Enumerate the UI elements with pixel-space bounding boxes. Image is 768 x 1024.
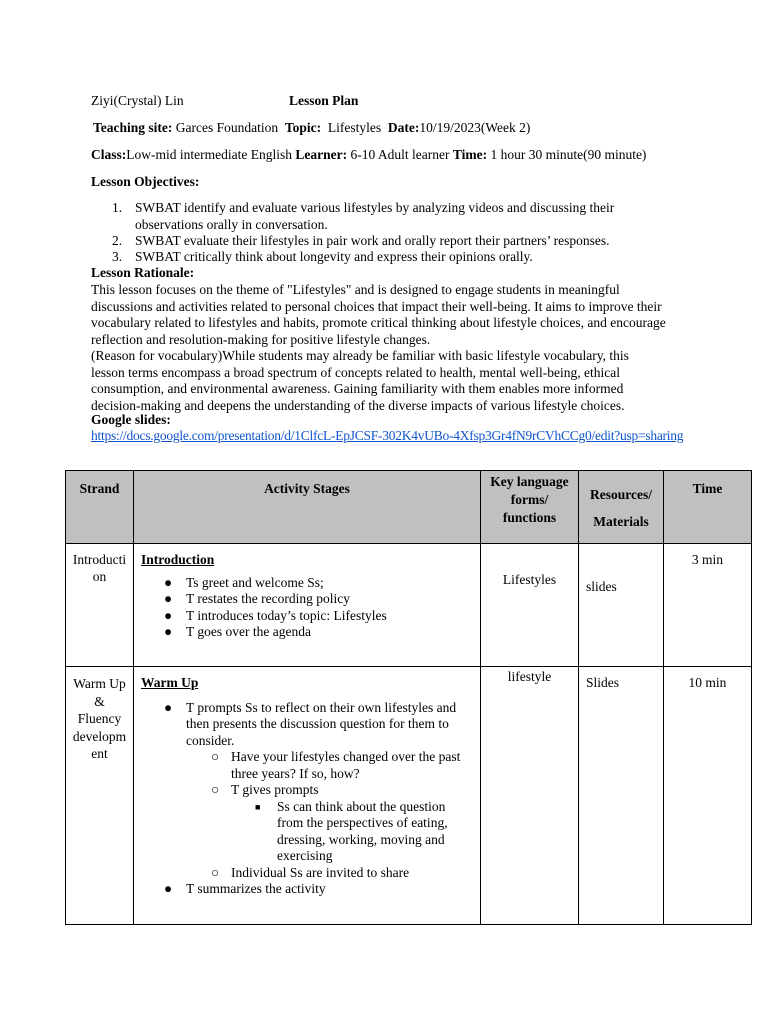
bullet-line: Ss can think about the question — [277, 798, 446, 814]
bullet-line: then presents the discussion question for them to — [186, 716, 449, 731]
header-key-line: forms/ — [510, 492, 549, 507]
objective-number: 2. — [112, 233, 123, 248]
slides-heading: Google slides: — [91, 412, 171, 427]
rationale-line: discussions and activities related to personal choices that impact their well-being. It aims to improve their — [91, 298, 662, 314]
time-cell — [664, 667, 752, 925]
rationale-line: decision-making and deepens the understanding of the diverse impacts of various lifestyle choices. — [91, 397, 625, 413]
lesson-table — [65, 470, 752, 925]
learner-value: 6-10 Adult learner — [350, 147, 450, 162]
doc-title: Lesson Plan — [289, 93, 359, 108]
learner-label: Learner: — [295, 147, 348, 162]
activity-cell — [134, 667, 481, 925]
time-value: 1 hour 30 minute(90 minute) — [490, 147, 647, 162]
bullet-text: T restates the recording policy — [186, 591, 350, 606]
list-item: ○ Individual Ss are invited to share — [231, 865, 480, 882]
strand-line: Introducti — [72, 552, 127, 567]
objective-item — [112, 249, 652, 266]
header-strand — [66, 471, 134, 544]
date-value: 10/19/2023(Week 2) — [419, 120, 531, 135]
header-res-line: Materials — [593, 514, 649, 529]
bullet-line: from the perspectives of eating, — [277, 815, 448, 830]
objective-text: SWBAT evaluate their lifestyles in pair work and orally report their partners’ responses. — [135, 233, 610, 248]
list-item: ● T goes over the agenda — [164, 624, 311, 639]
table-header-row — [66, 471, 752, 544]
rationale-line: (Reason for vocabulary)While students may already be familiar with basic lifestyle vocabulary, this — [91, 348, 629, 363]
bullet-line: T summarizes the activity — [186, 881, 326, 896]
list-item: ■ Ss can think about the question from the perspectives of eating, dressing, working, moving and exercising — [277, 799, 480, 865]
header-time — [664, 471, 752, 544]
table-row — [66, 667, 752, 925]
bullet-text: T goes over the agenda — [186, 624, 311, 639]
time-text: 10 min — [688, 675, 727, 690]
bullet-line: three years? If so, how? — [231, 765, 360, 781]
strand-cell — [66, 544, 134, 667]
objectives-heading: Lesson Objectives: — [91, 174, 200, 189]
bullet-line: exercising — [277, 848, 333, 863]
bullet-line: Individual Ss are invited to share — [231, 864, 410, 880]
rationale-line: lesson terms encompass a broad spectrum of concepts related to health, mental well-being, ethical — [91, 364, 620, 380]
activity-cell — [134, 544, 481, 667]
time-label: Time: — [452, 147, 488, 162]
header-strand-text: Strand — [79, 481, 120, 496]
objective-item — [112, 233, 652, 250]
rationale-line: vocabulary related to lifestyles and habits, promote critical thinking about lifestyle choices, and encourage — [91, 315, 666, 330]
stage-title: Warm Up — [141, 675, 199, 690]
bullet-line: T prompts Ss to reflect on their own lifestyles and — [186, 699, 457, 715]
objective-item — [112, 200, 652, 233]
header-resources — [579, 471, 664, 544]
date-label: Date: — [387, 120, 420, 135]
resources-text: slides — [586, 579, 617, 594]
rationale-line: consumption, and environmental awareness. Gaining familiarity with them enables more informed — [91, 381, 624, 396]
list-item: ● T summarizes the activity — [186, 881, 480, 898]
resources-cell — [579, 544, 664, 667]
bullet-line: consider. — [186, 732, 235, 748]
objective-text: SWBAT critically think about longevity and express their opinions orally. — [135, 249, 533, 264]
header-stages-text: Activity Stages — [264, 481, 350, 496]
strand-cell — [66, 667, 134, 925]
strand-line: developm — [72, 728, 127, 744]
topic-value: Lifestyles — [327, 120, 382, 135]
class-learner-time-line — [91, 147, 646, 164]
key-language-cell — [481, 544, 579, 667]
list-item: ● T introduces today’s topic: Lifestyles — [164, 607, 387, 623]
objective-text: SWBAT identify and evaluate various lifestyles by analyzing videos and discussing their observations orally in conversation. — [135, 200, 615, 232]
resources-text: Slides — [586, 675, 620, 690]
header-activity-stages — [134, 471, 481, 544]
list-item: ● T prompts Ss to reflect on their own lifestyles and then presents the discussion question for them to consider. ○ Have your lifestyles changed over the past three years? If so, how? ○ T gives prompts ■ Ss can think about the question from the perspectives of eating, dressing, working, moving and exercising ○ Individual Ss are invited to share — [186, 700, 480, 882]
time-cell — [664, 544, 752, 667]
list-item: ○ Have your lifestyles changed over the past three years? If so, how? — [231, 749, 480, 782]
key-language-text: Lifestyles — [502, 572, 557, 587]
table-row — [66, 544, 752, 667]
rationale-line: reflection and resolution-making for positive lifestyle changes. — [91, 331, 431, 347]
rationale-paragraph — [91, 282, 666, 414]
site-label: Teaching site: — [93, 120, 173, 135]
objective-number: 3. — [112, 249, 123, 264]
bullet-line: dressing, working, moving and — [277, 831, 445, 847]
bullet-text: T introduces today’s topic: Lifestyles — [186, 607, 387, 623]
site-topic-date-line — [93, 120, 530, 137]
header-time-text: Time — [692, 481, 723, 496]
stage-title: Introduction — [141, 552, 215, 567]
strand-line: Fluency — [77, 711, 122, 726]
key-language-text: lifestyle — [507, 669, 552, 684]
list-item: ○ T gives prompts ■ Ss can think about the question from the perspectives of eating, dressing, working, moving and exercising — [231, 782, 480, 865]
header-key-language — [481, 471, 579, 544]
header-key-line: functions — [502, 510, 557, 525]
class-label: Class: — [91, 147, 127, 162]
rationale-heading: Lesson Rationale: — [91, 265, 195, 280]
strand-line: on — [92, 568, 107, 584]
strand-line: Warm Up — [73, 676, 126, 691]
header-key-line: Key language — [490, 474, 569, 489]
resources-cell — [579, 667, 664, 925]
author-name: Ziyi(Crystal) Lin — [91, 93, 184, 108]
slides-link[interactable]: https://docs.google.com/presentation/d/1ClfcL-EpJCSF-302K4vUBo-4Xfsp3Gr4fN9rCVhCCg0/edit?usp=sharing — [91, 428, 684, 443]
strand-line: ent — [91, 746, 108, 761]
strand-line: & — [94, 693, 105, 709]
class-value: Low-mid intermediate English — [126, 147, 292, 162]
bullet-text: Ts greet and welcome Ss; — [186, 574, 324, 590]
topic-label: Topic: — [284, 120, 322, 135]
objective-number: 1. — [112, 200, 123, 215]
list-item: ● Ts greet and welcome Ss; — [164, 574, 324, 590]
bullet-line: T gives prompts — [231, 782, 319, 797]
bullet-line: Have your lifestyles changed over the past — [231, 749, 461, 764]
header-res-line: Resources/ — [590, 487, 652, 502]
list-item: ● T restates the recording policy — [164, 591, 350, 606]
time-text: 3 min — [691, 552, 724, 567]
site-value: Garces Foundation — [175, 120, 279, 135]
key-language-cell — [481, 667, 579, 925]
rationale-line: This lesson focuses on the theme of "Lifestyles" and is designed to engage students in meaningful — [91, 282, 620, 297]
